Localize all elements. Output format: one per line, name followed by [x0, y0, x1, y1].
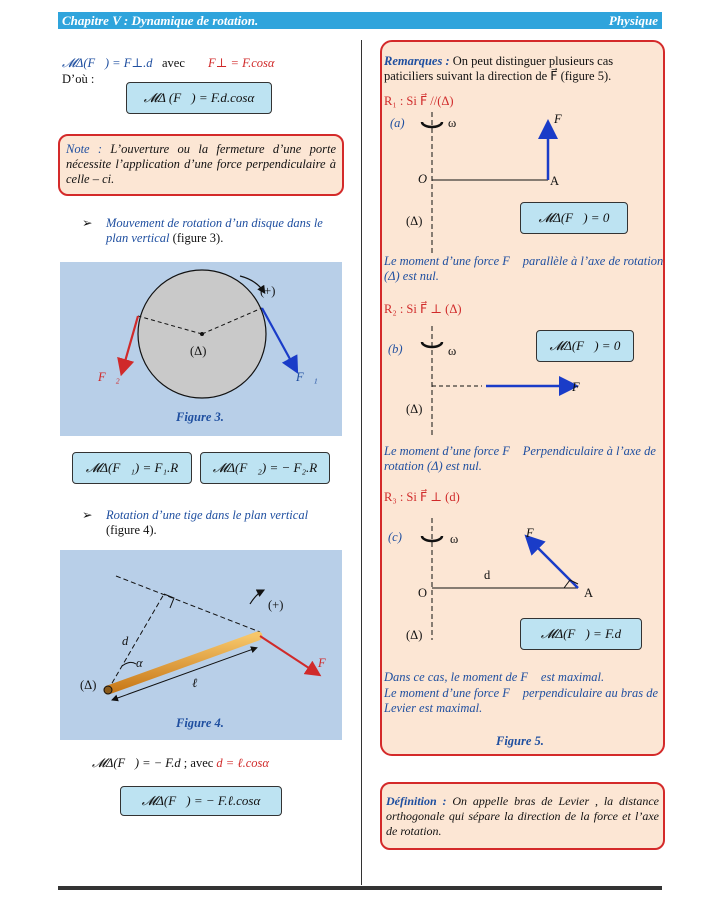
force-line-of-action: [116, 576, 260, 632]
fig3-caption: Figure 3.: [176, 410, 224, 424]
rod: [108, 636, 258, 690]
fig4-d-label: d: [122, 634, 129, 648]
equation-box-4: [120, 786, 282, 816]
figure-4: [60, 550, 342, 740]
equation-box-5a-text: 𝓜Δ(F⃗) = 0: [538, 210, 610, 225]
dou-text: D’où :: [62, 72, 95, 86]
rotation-direction-arrow: [250, 590, 264, 604]
case-r1: R₁ : Si F⃗ //(Δ): [384, 94, 454, 108]
fig5-caption: Figure 5.: [496, 734, 544, 748]
definition-text: On appelle bras de Levier , la distance orthogonale qui sépare la direction de la force et l’axe de rotation.: [386, 794, 660, 838]
equation-box-5c: [520, 618, 642, 650]
bullet-rod: [82, 508, 344, 538]
label-b: (b): [388, 342, 403, 356]
equation-box-1: [126, 82, 272, 114]
note-text: L’ouverture ou la fermeture d’une porte nécessite l’application d’une force perpendiculaire à celle – ci.: [66, 142, 337, 186]
force-label-b: F⃗: [572, 380, 590, 394]
text-case-a: Le moment d’une force F⃗ parallèle à l’axe de rotation (Δ) est nul.: [384, 254, 664, 283]
fig4-f-label: F⃗: [318, 656, 336, 670]
moment-equation: 𝓜Δ(F⃗) = F⊥.d: [62, 56, 153, 70]
point-a-c: A: [584, 586, 594, 600]
fig3-plus-label: (+): [260, 284, 276, 298]
definition-box: [380, 782, 665, 850]
rod-pivot: [104, 686, 112, 694]
eq4-part-a: 𝓜Δ(F⃗) = − F.d: [92, 756, 181, 770]
chapter-title: Chapitre V : Dynamique de rotation.: [62, 13, 259, 28]
d-label-c: d: [484, 568, 491, 582]
omega-a: ω: [448, 116, 457, 130]
equation-box-2: [72, 452, 192, 484]
bullet-disk-ref: (figure 3).: [172, 231, 224, 245]
equation-box-5b-text: 𝓜Δ(F⃗) = 0: [549, 338, 621, 353]
note-box: [58, 134, 344, 196]
label-a: (a): [390, 116, 405, 130]
label-c: (c): [388, 530, 402, 544]
bullet-rod-text: Rotation d’une tige dans le plan vertical: [106, 508, 309, 522]
fig4-alpha-label: α: [136, 656, 143, 670]
equation-box-5b: [536, 330, 634, 362]
definition-label: Définition :: [386, 794, 447, 808]
text-case-c2: Le moment d’une force F⃗ perpendiculaire au bras de Levier est maximal.: [384, 686, 659, 715]
equation-box-2-text: 𝓜Δ(F⃗₁) = F₁.R: [85, 460, 179, 475]
delta-b: (Δ): [406, 402, 423, 416]
text-case-c1: Dans ce cas, le moment de F⃗ est maximal.: [384, 670, 605, 684]
length-arrow: [112, 648, 256, 700]
subject-title: Physique: [608, 13, 658, 28]
force-f1-arrow: [262, 308, 296, 370]
figure-3: [60, 262, 342, 436]
fig3-delta-label: (Δ): [190, 344, 207, 358]
bullet-arrow-icon: ➢: [82, 216, 93, 230]
remarks-label: Remarques :: [384, 54, 450, 68]
fig4-delta-label: (Δ): [80, 678, 97, 692]
equation-box-3: [200, 452, 330, 484]
text-case-b: Le moment d’une force F⃗ Perpendiculaire à l’axe de rotation (Δ) est nul.: [384, 444, 656, 473]
disk-center: [200, 332, 204, 336]
eq4-part-b: ; avec: [183, 756, 214, 770]
perpendicular-force-equation: F⊥ = F.cosα: [208, 56, 275, 70]
figure-4-drawing: [60, 550, 342, 740]
alpha-arc: [122, 662, 136, 666]
case-r2: R₂ : Si F⃗ ⊥ (Δ): [384, 302, 462, 316]
bullet-arrow-icon: ➢: [82, 508, 93, 522]
fig4-caption: Figure 4.: [176, 716, 224, 730]
footer-bar: [58, 886, 662, 890]
fig4-l-label: ℓ: [192, 676, 198, 690]
equation-4-line: [92, 756, 269, 771]
note-label: Note :: [66, 142, 103, 156]
fig4-plus-label: (+): [268, 598, 284, 612]
force-label-a: F⃗: [554, 112, 572, 126]
eq4-part-c: d = ℓ.cosα: [216, 756, 269, 770]
remarks-text: On peut distinguer plusieurs cas paticiliers suivant la direction de F⃗ (figure 5).: [384, 54, 614, 83]
bullet-disk: [82, 216, 344, 246]
remarks-intro: [384, 54, 662, 84]
point-o-a: O: [418, 172, 428, 186]
delta-c: (Δ): [406, 628, 423, 642]
equation-box-4-text: 𝓜Δ(F⃗) = − F.ℓ.cosα: [141, 793, 261, 808]
force-f2-arrow: [122, 316, 138, 372]
omega-c: ω: [450, 532, 459, 546]
equation-box-3-text: 𝓜Δ(F⃗₂) = − F₂.R: [212, 460, 318, 475]
bullet-disk-text: Mouvement de rotation d’un disque dans le plan vertical: [106, 216, 323, 245]
case-r3: R₃ : Si F⃗ ⊥ (d): [384, 490, 460, 504]
omega-b: ω: [448, 344, 457, 358]
point-a-a: A: [550, 174, 560, 188]
page-header: [58, 12, 662, 29]
column-divider: [361, 40, 362, 885]
avec-word: avec: [162, 56, 185, 70]
right-angle-mark: [164, 594, 174, 608]
fig3-f1-label: F⃗₁: [296, 370, 318, 384]
delta-a: (Δ): [406, 214, 423, 228]
equation-box-1-text: 𝓜Δ (F⃗) = F.d.cosα: [143, 90, 255, 105]
force-label-c: F⃗: [526, 526, 544, 540]
equation-box-5c-text: 𝓜Δ(F⃗) = F.d: [540, 626, 622, 641]
force-f-arrow: [260, 636, 318, 674]
equation-box-5a: [520, 202, 628, 234]
bullet-rod-ref: (figure 4).: [106, 523, 157, 537]
fig3-f2-label: F⃗₂: [98, 370, 120, 384]
point-o-c: O: [418, 586, 428, 600]
